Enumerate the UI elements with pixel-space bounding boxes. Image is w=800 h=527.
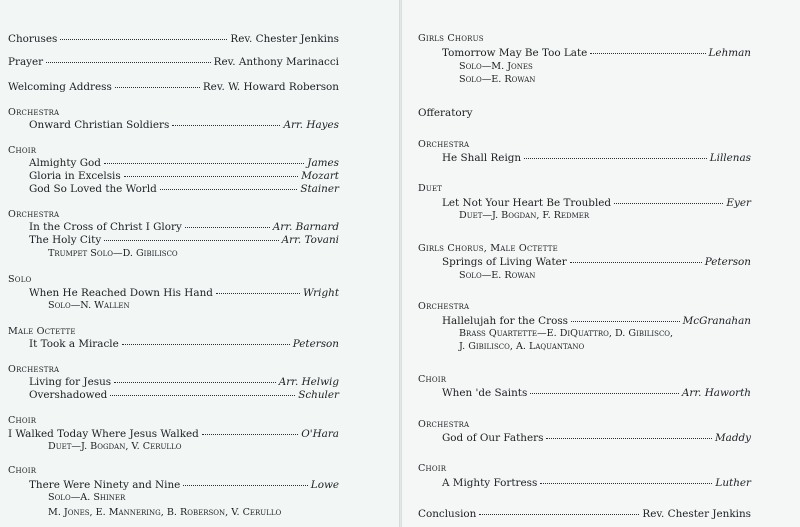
section-heading: Orchestra — [418, 419, 470, 430]
program-entry: Prayer Rev. Anthony Marinacci — [8, 56, 339, 68]
program-entry: A Mighty Fortress Luther — [442, 477, 751, 489]
section-heading: Choir — [8, 465, 37, 476]
performer-credit: Solo—E. Rowan — [459, 270, 536, 281]
program-entry: Conclusion Rev. Chester Jenkins — [418, 508, 751, 520]
section-heading: Choir — [418, 374, 447, 385]
section-heading: Choir — [418, 463, 447, 474]
section-heading: Solo — [8, 274, 32, 285]
section-heading: Orchestra — [8, 209, 60, 220]
left-page — [0, 0, 399, 527]
program-entry: Offeratory — [418, 107, 473, 119]
program-entry: Welcoming Address Rev. W. Howard Roberson — [8, 81, 339, 93]
program-entry: It Took a Miracle Peterson — [29, 338, 339, 350]
section-heading: Male Octette — [8, 326, 76, 337]
program-entry: He Shall Reign Lillenas — [442, 152, 751, 164]
section-heading: Orchestra — [418, 139, 470, 150]
program-entry: Onward Christian Soldiers Arr. Hayes — [29, 119, 339, 131]
program-entry: Springs of Living Water Peterson — [442, 256, 751, 268]
section-heading: Orchestra — [8, 107, 60, 118]
program-entry: In the Cross of Christ I Glory Arr. Barnard — [29, 221, 339, 233]
program-entry: God So Loved the World Stainer — [29, 183, 339, 195]
program-entry: Hallelujah for the Cross McGranahan — [442, 315, 751, 327]
section-heading: Duet — [418, 183, 443, 194]
program-entry: Almighty God James — [29, 157, 339, 169]
performer-credit: Solo—E. Rowan — [459, 74, 536, 85]
right-page — [402, 0, 800, 527]
section-heading: Girls Chorus, Male Octette — [418, 243, 558, 254]
performer-credit: Solo—A. Shiner — [48, 492, 126, 503]
performer-credit: Duet—J. Bogdan, F. Redmer — [459, 210, 590, 221]
section-heading: Choir — [8, 415, 37, 426]
program-entry: God of Our Fathers Maddy — [442, 432, 751, 444]
performer-credit: M. Jones, E. Mannering, B. Roberson, V. Cerullo — [48, 507, 282, 518]
performer-credit: J. Gibilisco, A. Laquantano — [459, 341, 585, 352]
section-heading: Girls Chorus — [418, 33, 484, 44]
performer-credit: Duet—J. Bogdan, V. Cerullo — [48, 441, 182, 452]
program-entry: Tomorrow May Be Too Late Lehman — [442, 47, 751, 59]
program-entry: When 'de Saints Arr. Haworth — [442, 387, 751, 399]
program-entry: Living for Jesus Arr. Helwig — [29, 376, 339, 388]
program-entry: Overshadowed Schuler — [29, 389, 339, 401]
program-entry: Let Not Your Heart Be Troubled Eyer — [442, 197, 751, 209]
performer-credit: Trumpet Solo—D. Gibilisco — [48, 248, 178, 259]
section-heading: Choir — [8, 145, 37, 156]
performer-credit: Brass Quartette—E. DiQuattro, D. Gibilisco, — [459, 328, 674, 339]
performer-credit: Solo—M. Jones — [459, 61, 533, 72]
program-entry: I Walked Today Where Jesus Walked O'Hara — [8, 428, 339, 440]
program-entry: When He Reached Down His Hand Wright — [29, 287, 339, 299]
section-heading: Orchestra — [8, 364, 60, 375]
program-entry: The Holy City Arr. Tovani — [29, 234, 339, 246]
performer-credit: Solo—N. Wallen — [48, 300, 130, 311]
program-entry: Choruses Rev. Chester Jenkins — [8, 33, 339, 45]
section-heading: Orchestra — [418, 301, 470, 312]
program-entry: Gloria in Excelsis Mozart — [29, 170, 339, 182]
program-entry: There Were Ninety and Nine Lowe — [29, 479, 339, 491]
